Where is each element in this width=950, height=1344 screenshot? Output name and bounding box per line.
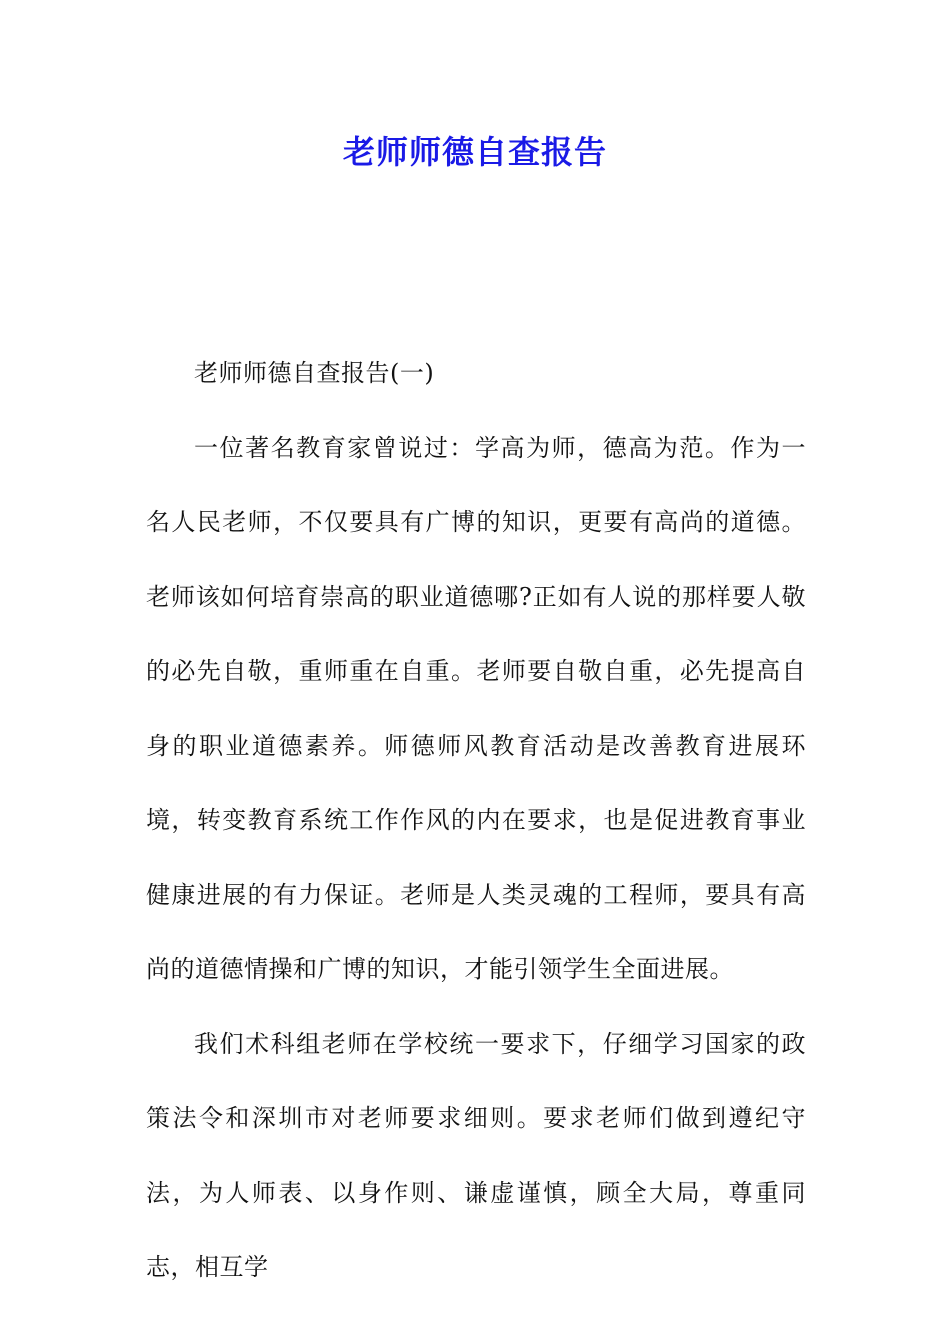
document-title: 老师师德自查报告 <box>342 133 607 171</box>
document-body <box>146 336 806 1305</box>
paragraph-2: 我们术科组老师在学校统一要求下，仔细学习国家的政策法令和深圳市对老师要求细则。要求老师们做到遵纪守法，为人师表、以身作则、谦虚谨慎，顾全大局，尊重同志，相互学 <box>146 1029 806 1281</box>
section-heading: 老师师德自查报告(一) <box>194 359 435 387</box>
paragraph-1: 一位著名教育家曾说过：学高为师，德高为范。作为一名人民老师，不仅要具有广博的知识，更要有高尚的道德。老师该如何培育崇高的职业道德哪?正如有人说的那样要人敬的必先自敬，重师重在自重。老师要自敬自重，必先提高自身的职业道德素养。师德师风教育活动是改善教育进展环境，转变教育系统工作作风的内在要求，也是促进教育事业健康进展的有力保证。老师是人类灵魂的工程师，要具有高尚的道德情操和广博的知识，才能引领学生全面进展。 <box>146 433 806 983</box>
